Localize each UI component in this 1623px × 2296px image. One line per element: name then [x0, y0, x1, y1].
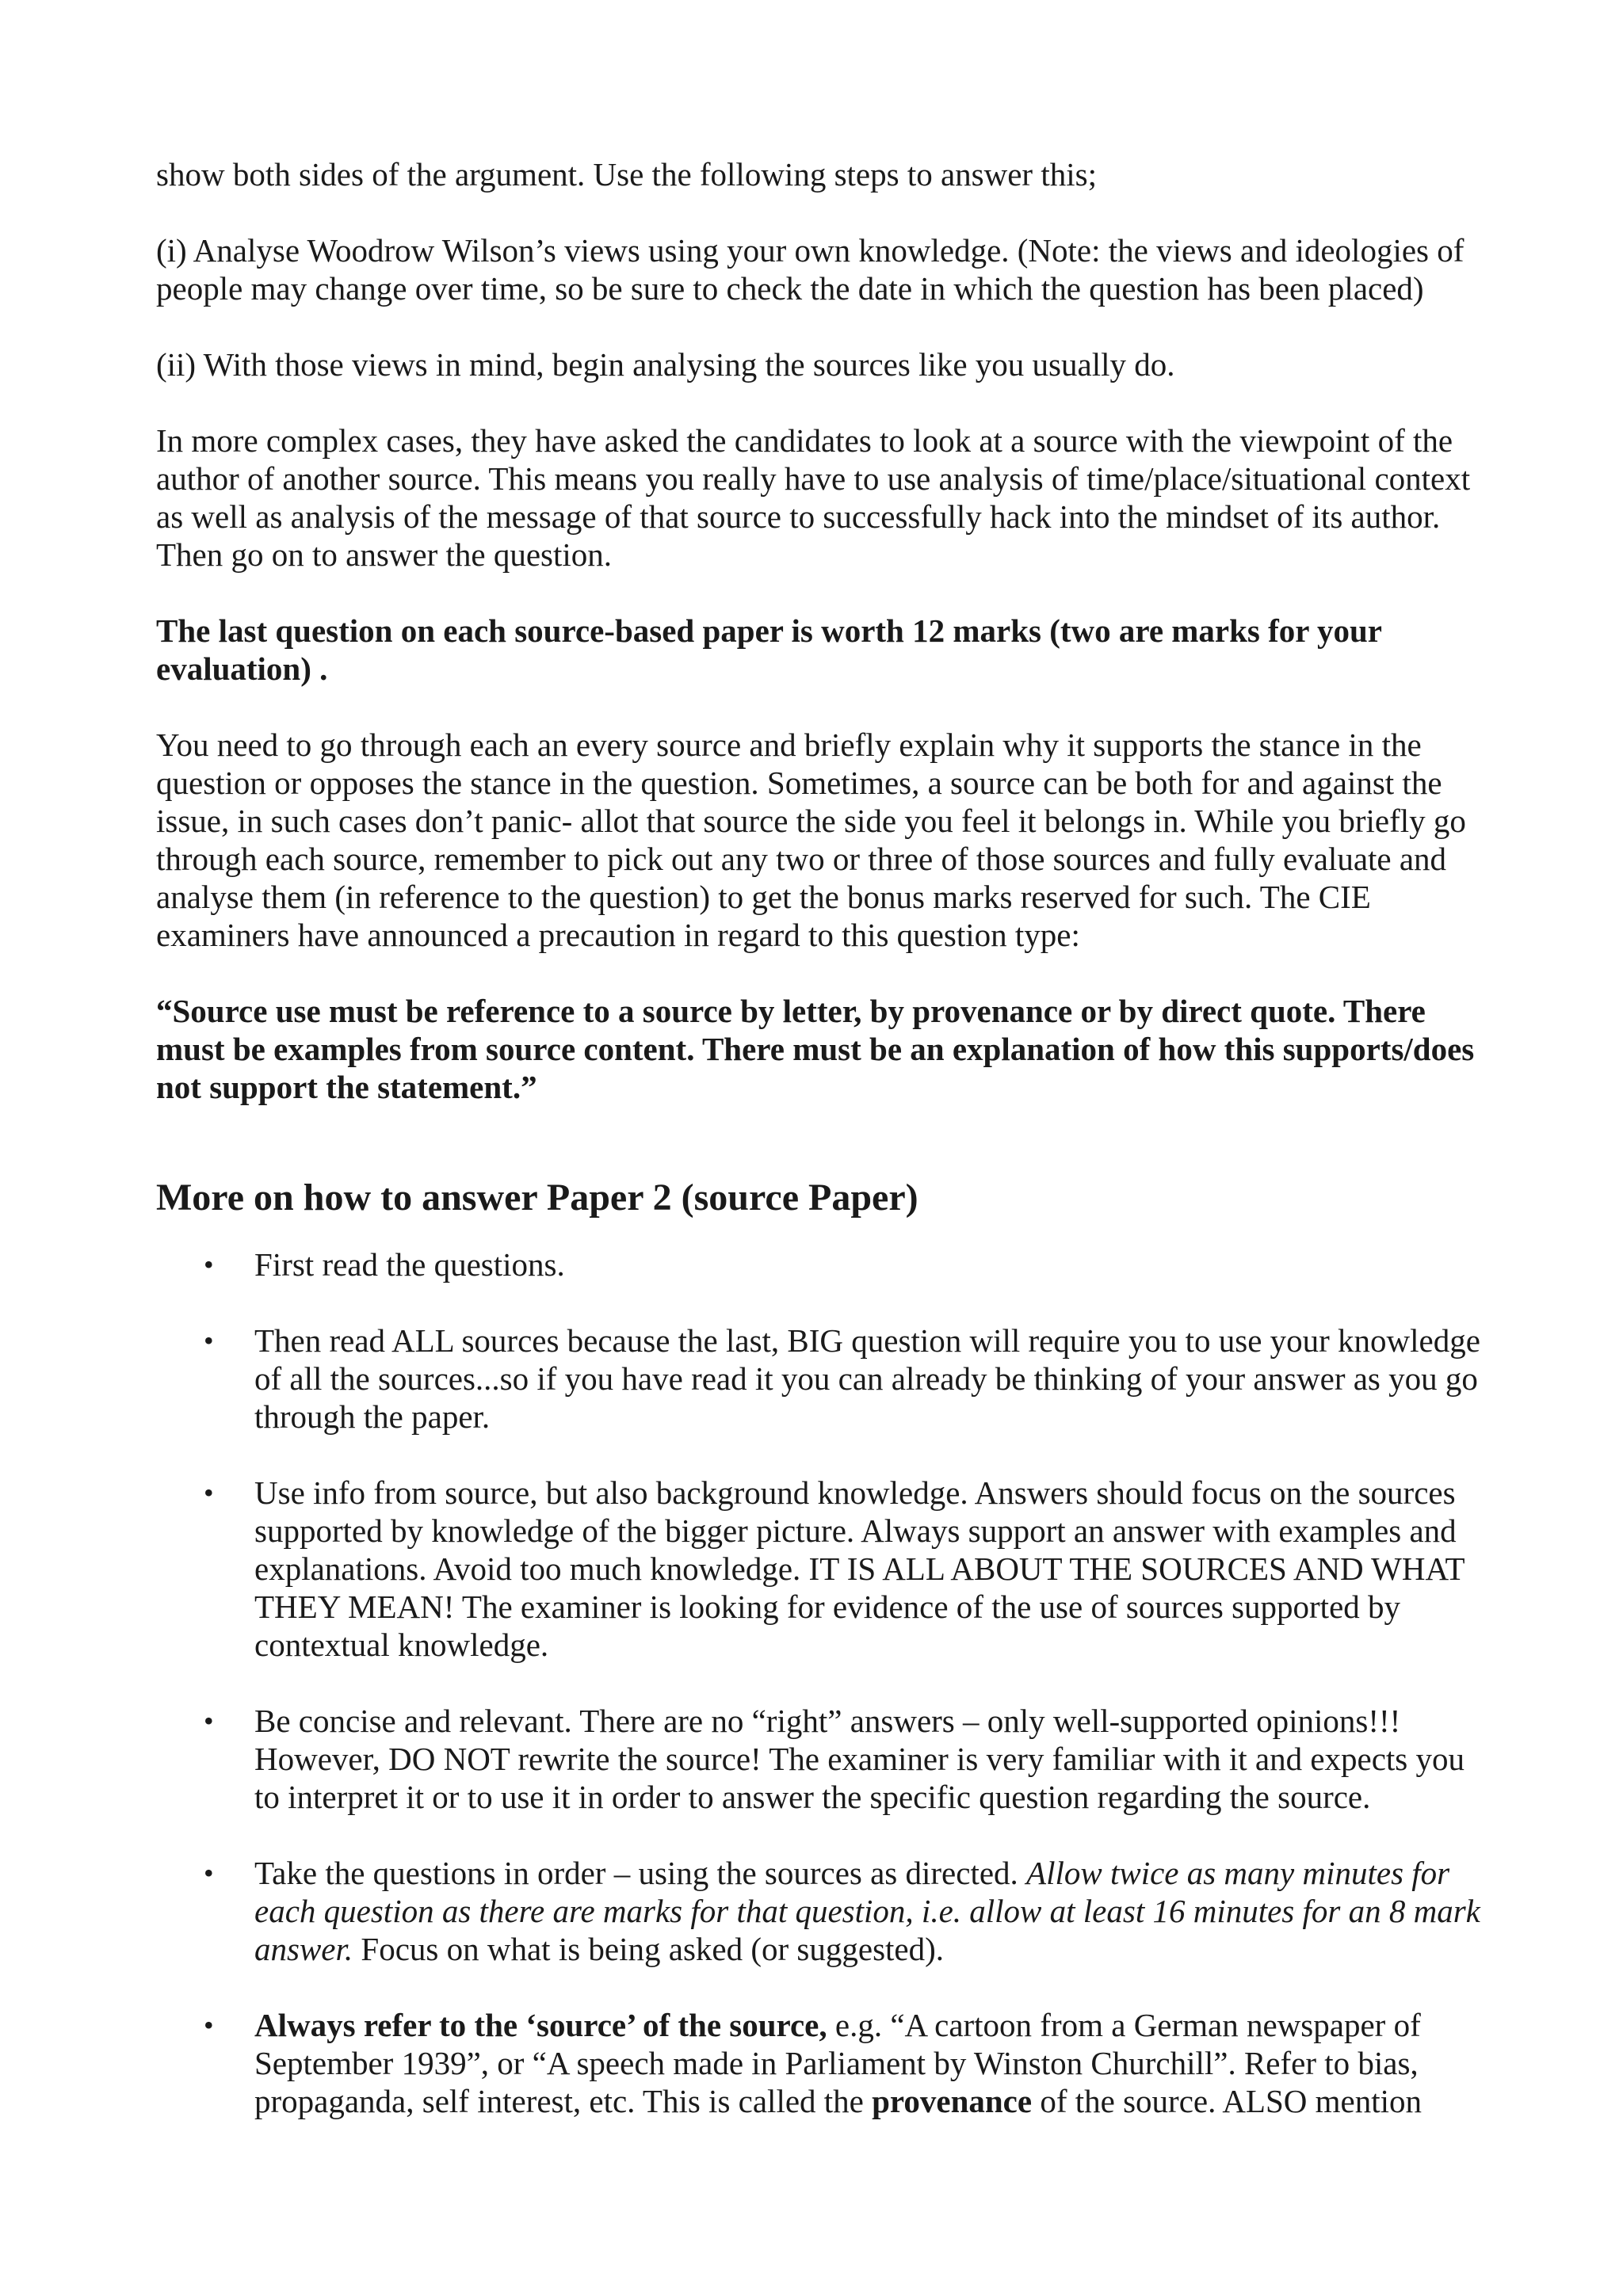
list-item-text: First read the questions.: [254, 1246, 565, 1283]
list-item-bold-text: provenance: [872, 2083, 1033, 2119]
bullet-icon: •: [204, 1325, 214, 1356]
list-item-text: [254, 1855, 1480, 1967]
list-item-text-part: Take the questions in order – using the sources as directed.: [254, 1855, 1027, 1891]
paragraph-last-question: The last question on each source-based paper is worth 12 marks (two are marks for your evaluation) .: [156, 612, 1382, 687]
paragraph-step-ii: (ii) With those views in mind, begin analysing the sources like you usually do.: [156, 346, 1175, 383]
page-content: [156, 155, 1487, 2158]
paragraph-step-i: (i) Analyse Woodrow Wilson’s views using your own knowledge. (Note: the views and ideologies of people may change over time, so be sure to check the date in which the question has been placed): [156, 232, 1465, 307]
list-item: [156, 1854, 1487, 1968]
section-heading: More on how to answer Paper 2 (source Paper): [156, 1177, 918, 1219]
list-item-text: Use info from source, but also background knowledge. Answers should focus on the sources supported by knowledge of the bigger picture. Always support an answer with examples and explanations. Avoid too much knowledge. IT IS ALL ABOUT THE SOURCES AND WHAT THEY MEAN! The examiner is looking for evidence of the use of sources supported by contextual knowledge.: [254, 1474, 1465, 1663]
list-item-text-part: Focus on what is being asked (or suggested).: [353, 1931, 945, 1967]
list-item-text: [254, 2007, 1422, 2119]
paragraph-go-through-sources: You need to go through each an every source and briefly explain why it supports the stance in the question or opposes the stance in the question. Sometimes, a source can be both for and against the issue, in such cases don’t panic- allot that source the side you feel it belongs in. While you briefly go through each source, remember to pick out any two or three of those sources and fully evaluate and analyse them (in reference to the question) to get the bonus marks reserved for such. The CIE examiners have announced a precaution in regard to this question type:: [156, 727, 1466, 953]
list-item: [156, 1322, 1487, 1436]
bullet-icon: •: [204, 1249, 214, 1280]
list-item: [156, 2006, 1487, 2120]
bullet-list: [156, 1245, 1487, 2120]
paragraph-examiner-quote: “Source use must be reference to a source by letter, by provenance or by direct quote. There must be examples from source content. There must be an explanation of how this supports/does not support the statement.”: [156, 993, 1475, 1105]
bullet-icon: •: [204, 1857, 214, 1889]
list-item-text-part: e.g. “A cartoon from a German newspaper of September 1939”, or “A speech made in Parliament by Winston Churchill”. Refer to bias, propaganda, self interest, etc. This is called the: [254, 2007, 1421, 2119]
list-item-bold-text: Always refer to the ‘source’ of the source,: [254, 2007, 827, 2043]
bullet-icon: •: [204, 2009, 214, 2041]
paragraph-complex-cases: In more complex cases, they have asked the candidates to look at a source with the viewpoint of the author of another source. This means you really have to use analysis of time/place/situational context as well as analysis of the message of that source to successfully hack into the mindset of its author. Then go on to answer the question.: [156, 422, 1471, 573]
list-item-text: Be concise and relevant. There are no “right” answers – only well-supported opinions!!! However, DO NOT rewrite the source! The examiner is very familiar with it and expects you to interpret it or to use it in order to answer the specific question regarding the source.: [254, 1703, 1465, 1815]
list-item-text-part: of the source. ALSO mention: [1032, 2083, 1423, 2119]
bullet-icon: •: [204, 1477, 214, 1508]
bullet-icon: •: [204, 1705, 214, 1737]
list-item: [156, 1702, 1487, 1816]
list-item-italic-text: Allow twice as many minutes for each question as there are marks for that question, i.e. allow at least 16 minutes for an 8 mark answer.: [254, 1855, 1480, 1967]
list-item-text: Then read ALL sources because the last, BIG question will require you to use your knowledge of all the sources...so if you have read it you can already be thinking of your answer as you go through the paper.: [254, 1322, 1480, 1435]
list-item: [156, 1245, 1487, 1283]
paragraph-intro: show both sides of the argument. Use the following steps to answer this;: [156, 156, 1097, 193]
list-item: [156, 1474, 1487, 1664]
